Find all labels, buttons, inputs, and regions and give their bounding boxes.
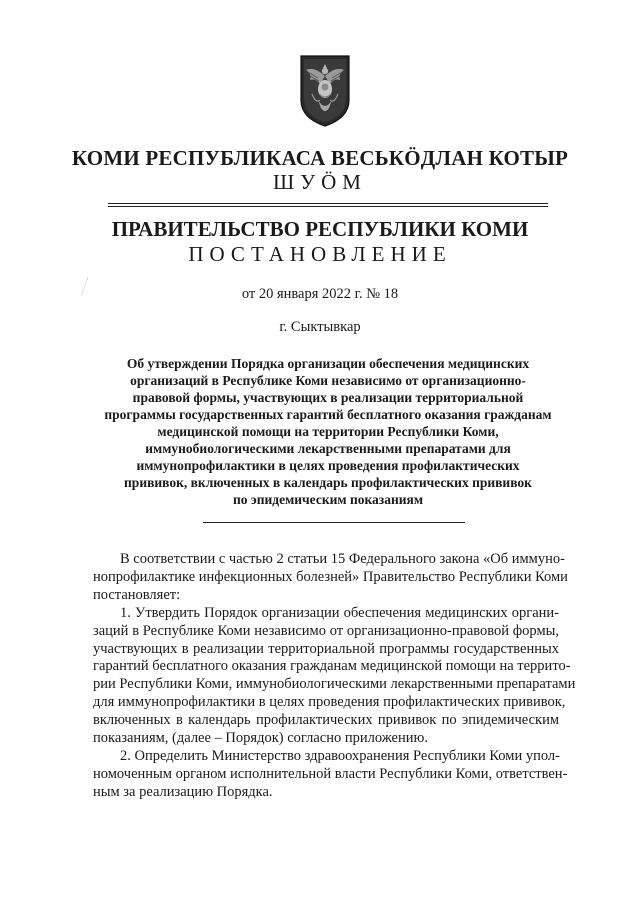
document-body	[93, 551, 576, 802]
title-line: прививок, включенных в календарь профилактических прививок	[124, 475, 532, 490]
body-line: включенных в календарь профилактических прививок по эпидемическим	[93, 712, 559, 729]
body-line: 1. Утвердить Порядок организации обеспечения медицинских органи-	[120, 604, 559, 621]
document-title	[90, 355, 566, 508]
title-line: организаций в Республике Коми независимо от организационно-	[130, 373, 526, 388]
body-line: ным за реализацию Порядка.	[93, 783, 273, 800]
title-line: иммунопрофилактики в целях проведения профилактических	[136, 458, 520, 473]
body-line: участвующих в реализации территориальной программы государственных	[93, 640, 559, 657]
document-city: г. Сыктывкар	[279, 319, 361, 335]
header-komi-decree: ШУӦМ	[273, 170, 367, 194]
title-line: правовой формы, участвующих в реализации территориальной	[132, 390, 524, 405]
header-komi-government: КОМИ РЕСПУБЛИКАСА ВЕСЬКӦДЛАН КОТЫР	[71, 146, 569, 170]
title-line: иммунобиологическими лекарственными препаратами для	[145, 441, 511, 456]
body-line: В соответствии с частью 2 статьи 15 Федерального закона «Об иммуно-	[120, 551, 565, 567]
komi-coat-of-arms-icon	[298, 54, 352, 128]
body-line: номоченным органом исполнительной власти Республики Коми, ответствен-	[93, 765, 568, 782]
header-divider-second	[108, 206, 548, 207]
title-underline	[203, 522, 465, 523]
title-line: программы государственных гарантий бесплатного оказания гражданам	[104, 407, 552, 422]
body-line: гарантий бесплатного оказания гражданам медицинской помощи на террито-	[93, 658, 571, 675]
body-line: нопрофилактике инфекционных болезней» Правительство Республики Коми	[93, 568, 568, 585]
body-line: для иммунопрофилактики в целях проведения профилактических прививок,	[93, 694, 566, 711]
body-line: заций в Республике Коми независимо от организационно-правовой формы,	[93, 622, 559, 639]
header-government-name: ПРАВИТЕЛЬСТВО РЕСПУБЛИКИ КОМИ	[111, 217, 529, 241]
title-line: по эпидемическим показаниям	[232, 492, 424, 507]
title-line: медицинской помощи на территории Республики Коми,	[157, 424, 499, 439]
title-line: Об утверждении Порядка организации обеспечения медицинских	[126, 356, 530, 371]
header-divider	[108, 203, 548, 204]
body-line: постановляет:	[93, 586, 181, 603]
document-date-number: от 20 января 2022 г. № 18	[241, 286, 399, 302]
document-type: ПОСТАНОВЛЕНИЕ	[188, 242, 452, 266]
body-line: рии Республики Коми, иммунобиологическими лекарственными препаратами	[93, 676, 576, 693]
body-line: показаниям, (далее – Порядок) согласно приложению.	[93, 730, 428, 747]
body-line: 2. Определить Министерство здравоохранения Республики Коми упол-	[120, 747, 560, 764]
